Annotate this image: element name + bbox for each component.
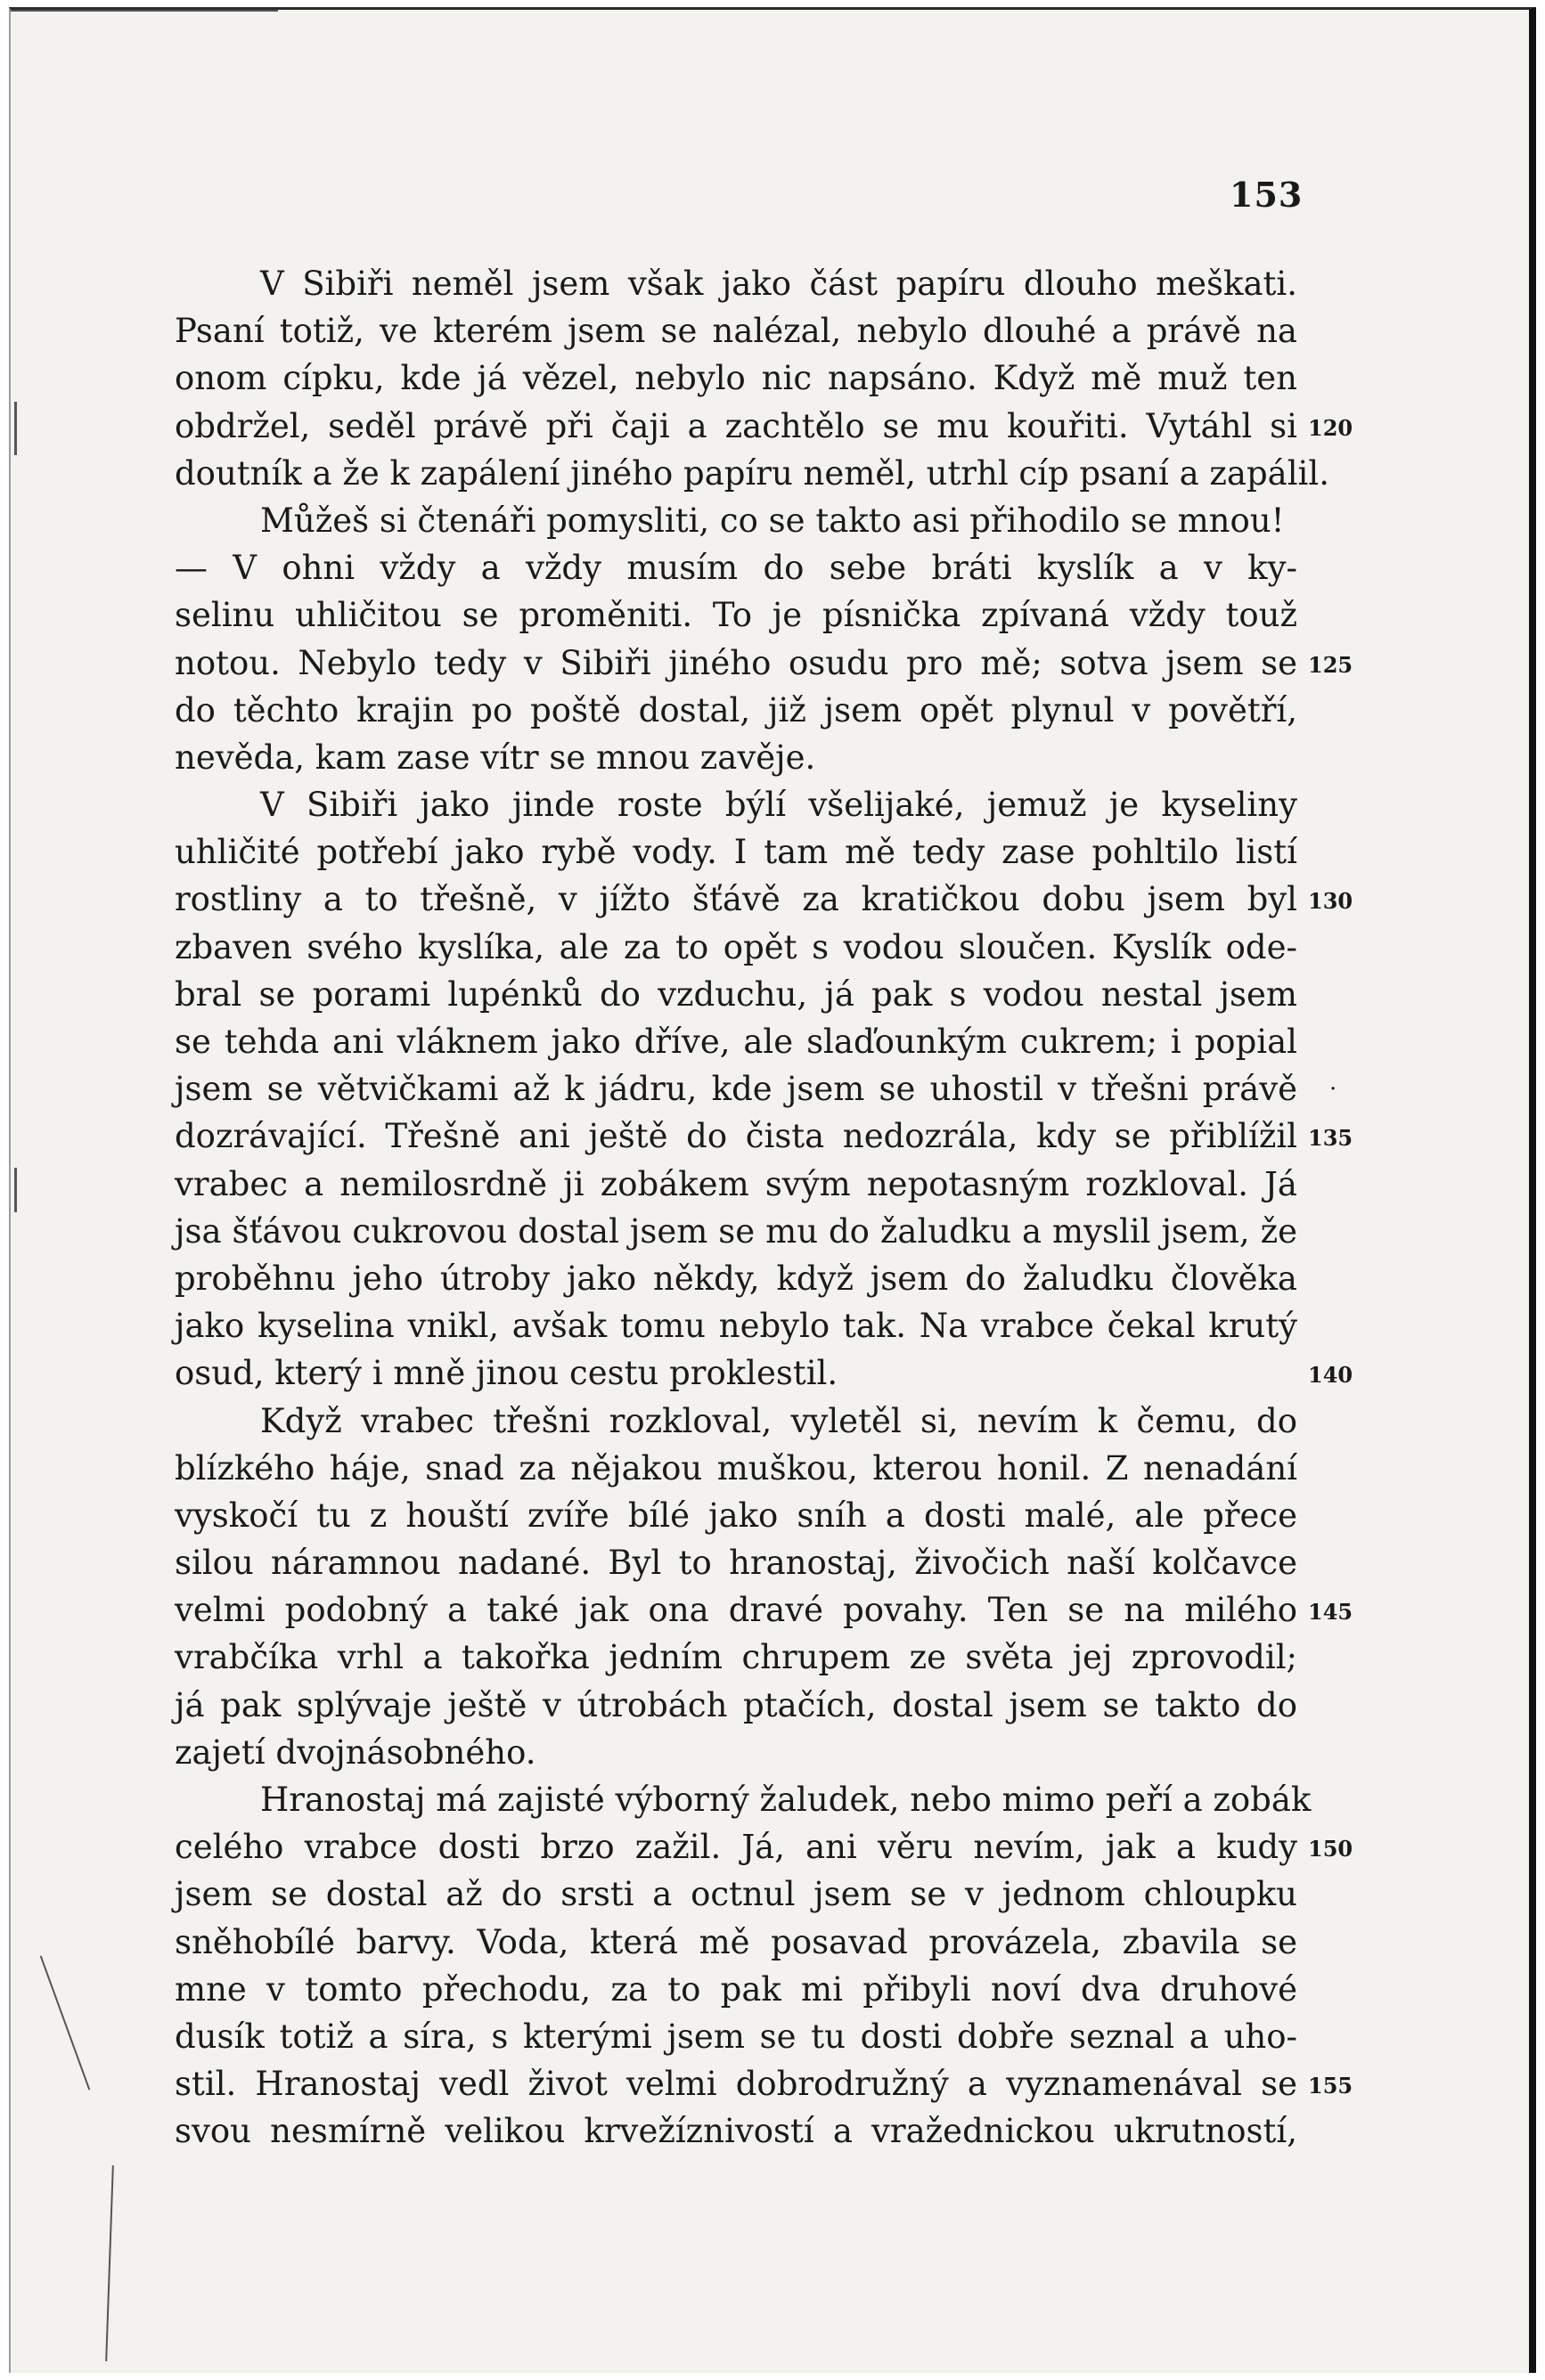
text-line: V Sibiři neměl jsem však jako část papíru dlouho meškati.: [260, 265, 1297, 303]
text-line: [175, 1113, 1353, 1160]
text-line: jsem se dostal až do srsti a octnul jsem se v jednom chloupku: [175, 1875, 1297, 1914]
text-line: V Sibiři jako jinde roste býlí všelijaké, jemuž je kyseliny: [260, 786, 1297, 825]
text-line-content: notou. Nebylo tedy v Sibiři jiného osudu pro mě; sotva jsem se: [175, 643, 1297, 682]
scan-edge-mark: [11, 10, 278, 12]
text-line: blízkého háje, snad za nějakou muškou, kterou honil. Z nenadání: [175, 1448, 1297, 1488]
text-line: Psaní totiž, ve kterém jsem se nalézal, nebylo dlouhé a právě na: [175, 312, 1297, 351]
text-line: [175, 2060, 1353, 2107]
text-line: Můžeš si čtenáři pomysliti, co se takto asi přihodilo se mnou!: [260, 501, 1285, 540]
line-number: 130: [1308, 888, 1353, 915]
text-line-content: dozrávající. Třešně ani ještě do čista nedozrála, kdy se přiblížil: [175, 1117, 1297, 1156]
text-line: onom cípku, kde já vězel, nebylo nic napsáno. Když mě muž ten: [175, 359, 1297, 398]
text-line: dusík totiž a síra, s kterými jsem se tu dosti dobře seznal a uho-: [175, 2017, 1297, 2056]
text-line: [175, 876, 1353, 923]
text-line: zajetí dvojnásobného.: [175, 1732, 536, 1772]
text-line-content: stil. Hranostaj vedl život velmi dobrodružný a vyznamenával se: [175, 2065, 1297, 2104]
scan-margin-streak: [14, 402, 17, 455]
page-number: 153: [1230, 175, 1304, 215]
scan-margin-streak: [40, 1955, 91, 2090]
scan-margin-streak: [105, 2165, 114, 2361]
text-line: vyskočí tu z houští zvíře bílé jako sníh a dosti malé, ale přece: [175, 1496, 1297, 1535]
line-number: 120: [1308, 414, 1353, 441]
line-number: 145: [1308, 1599, 1353, 1626]
text-line: sněhobílé barvy. Voda, která mě posavad provázela, zbavila se: [175, 1922, 1297, 1961]
text-line-content: osud, který i mně jinou cestu proklestil.: [175, 1354, 838, 1393]
text-line: [175, 1823, 1353, 1871]
text-line-content: obdržel, seděl právě při čaji a zachtělo se mu kouřiti. Vytáhl si: [175, 406, 1297, 445]
text-line: [175, 640, 1353, 687]
text-line: do těchto krajin po poště dostal, již jsem opět plynul v povětří,: [175, 690, 1297, 729]
margin-dot: ·: [1329, 1076, 1337, 1103]
text-line: [175, 1349, 1353, 1397]
text-line: uhličité potřebí jako rybě vody. I tam mě tedy zase pohltilo listí: [175, 833, 1297, 872]
text-line: jako kyselina vnikl, avšak tomu nebylo tak. Na vrabce čekal krutý: [175, 1307, 1297, 1346]
text-line: vrabec a nemilosrdně ji zobákem svým nepotasným rozkloval. Já: [175, 1164, 1297, 1203]
text-line: — V ohni vždy a vždy musím do sebe bráti kyslík a v ky-: [175, 549, 1297, 588]
scan-margin-streak: [14, 1168, 17, 1212]
text-line: já pak splývaje ještě v útrobách ptačích, dostal jsem se takto do: [175, 1685, 1297, 1724]
line-number: 155: [1308, 2073, 1353, 2099]
line-number: 140: [1308, 1362, 1353, 1389]
text-line: vrabčíka vrhl a takořka jedním chrupem ze světa jej zprovodil;: [175, 1638, 1297, 1677]
text-line: silou náramnou nadané. Byl to hranostaj, živočich naší kolčavce: [175, 1544, 1297, 1583]
text-line: bral se porami lupénků do vzduchu, já pak s vodou nestal jsem: [175, 974, 1297, 1014]
text-line: svou nesmírně velikou krvežíznivostí a vražednickou ukrutností,: [175, 2112, 1297, 2151]
text-line-content: celého vrabce dosti brzo zažil. Já, ani věru nevím, jak a kudy: [175, 1828, 1297, 1867]
text-line-content: velmi podobný a také jak ona dravé povahy. Ten se na milého: [175, 1591, 1297, 1630]
text-line: Hranostaj má zajisté výborný žaludek, nebo mimo peří a zobák: [260, 1781, 1312, 1819]
line-number: 135: [1308, 1125, 1353, 1152]
line-number: 125: [1308, 651, 1353, 678]
text-line: proběhnu jeho útroby jako někdy, když jsem do žaludku člověka: [175, 1259, 1297, 1298]
text-line: [175, 403, 1353, 450]
text-line: selinu uhličitou se proměniti. To je písnička zpívaná vždy touž: [175, 596, 1297, 635]
text-line: jsa šťávou cukrovou dostal jsem se mu do žaludku a myslil jsem, že: [175, 1211, 1297, 1251]
text-line: nevěda, kam zase vítr se mnou zavěje.: [175, 738, 816, 777]
text-line: mne v tomto přechodu, za to pak mi přibyli noví dva druhové: [175, 1969, 1297, 2009]
text-line: doutník a že k zapálení jiného papíru neměl, utrhl cíp psaní a zapálil.: [175, 453, 1329, 493]
text-line-content: rostliny a to třešně, v jížto šťávě za kratičkou dobu jsem byl: [175, 880, 1297, 919]
text-line: [175, 1586, 1353, 1634]
body-text: [175, 260, 1353, 2156]
text-line: se tehda ani vláknem jako dříve, ale slaďounkým cukrem; i popial: [175, 1023, 1297, 1061]
text-line: Když vrabec třešni rozkloval, vyletěl si, nevím k čemu, do: [260, 1401, 1297, 1440]
text-line: jsem se větvičkami až k jádru, kde jsem se uhostil v třešni právě: [175, 1070, 1297, 1109]
text-line: zbaven svého kyslíka, ale za to opět s vodou sloučen. Kyslík ode-: [175, 927, 1297, 966]
line-number: 150: [1308, 1836, 1353, 1862]
